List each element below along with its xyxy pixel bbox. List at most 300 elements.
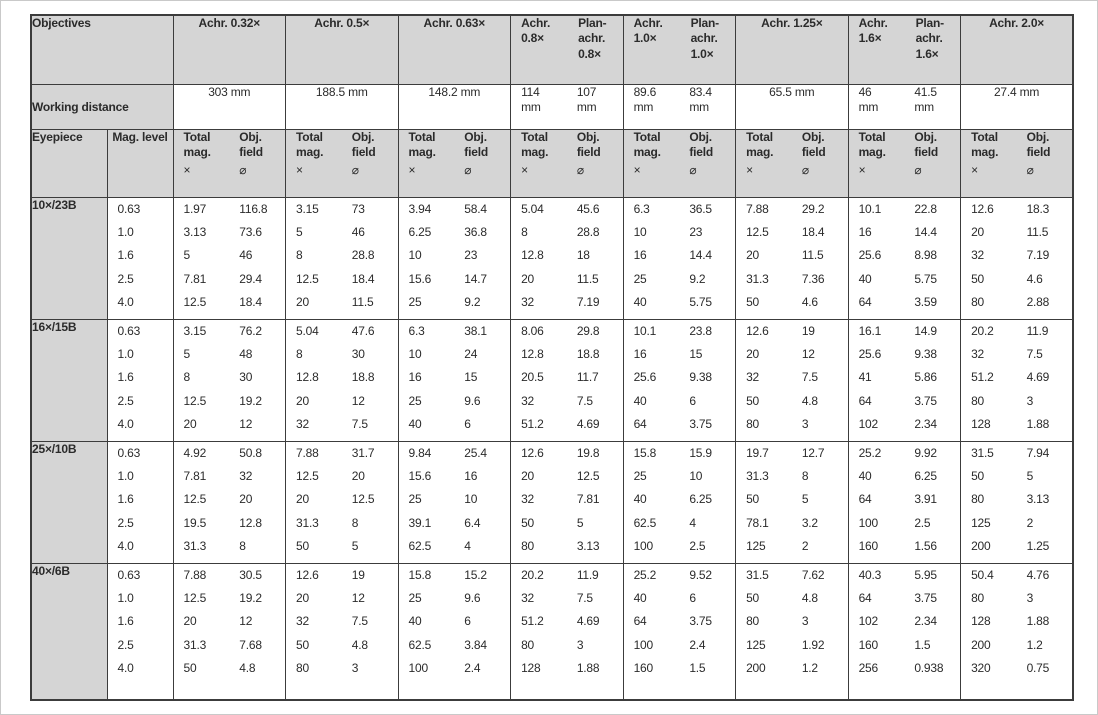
data-line — [961, 320, 1072, 343]
total-mag-value: 41 — [858, 370, 872, 385]
obj-field-value: 1.5 — [914, 637, 931, 652]
total-mag-value: 20.5 — [521, 370, 544, 385]
data-line — [511, 198, 623, 221]
total-mag-value: 15.6 — [408, 468, 432, 483]
data-line — [624, 564, 736, 587]
data-line — [399, 390, 511, 413]
objective-name: Achr. 0.32× — [198, 16, 261, 30]
obj-field-value: 20 — [239, 492, 253, 507]
obj-field-value: 9.6 — [464, 393, 481, 408]
data-line — [511, 320, 623, 343]
obj-field-value: 29.2 — [801, 201, 825, 216]
working-distance-cell — [623, 84, 736, 129]
total-mag-value: 20 — [746, 346, 760, 361]
obj-field-value: 47.6 — [351, 323, 375, 338]
data-line — [174, 291, 286, 314]
total-mag-value: 12.6 — [296, 567, 319, 582]
data-line — [849, 587, 961, 610]
data-line — [174, 413, 286, 436]
data-line — [511, 564, 623, 587]
data-line — [286, 343, 398, 366]
obj-field-value: 6.25 — [689, 492, 712, 507]
data-line — [624, 512, 736, 535]
objective-data-cell — [398, 563, 511, 700]
mag-level-cell — [107, 563, 173, 700]
total-mag-value: 32 — [971, 248, 985, 263]
data-line — [174, 465, 286, 488]
data-line — [736, 413, 848, 436]
total-mag-value: 160 — [633, 661, 653, 676]
total-mag-value: 1.97 — [183, 201, 207, 216]
data-line — [961, 366, 1072, 389]
total-mag-value: 25.6 — [633, 370, 657, 385]
total-mag-value: 20 — [746, 248, 760, 263]
mag-level-value: 2.5 — [117, 515, 134, 530]
total-mag-value: 12.5 — [183, 590, 207, 605]
total-mag-value: 32 — [296, 614, 309, 629]
obj-field-value: 24 — [464, 346, 478, 361]
obj-field-value: 58.4 — [464, 201, 487, 216]
obj-field-value: 5 — [576, 515, 584, 530]
total-mag-value: 40 — [633, 295, 647, 310]
obj-field-value: 31.7 — [351, 445, 375, 460]
obj-field-value: 28.8 — [351, 248, 375, 263]
mag-level-value: 4.0 — [117, 417, 134, 432]
diameter-icon: ⌀ — [801, 163, 809, 178]
total-mag-value: 200 — [971, 539, 991, 554]
objective-data-cell — [511, 441, 624, 563]
total-mag-value: 62.5 — [408, 539, 432, 554]
data-line — [511, 291, 623, 314]
total-mag-value: 50 — [521, 515, 535, 530]
total-mag-header: Total mag. × — [408, 129, 436, 178]
data-line — [399, 442, 511, 465]
total-mag-value: 125 — [971, 515, 991, 530]
mag-level-value: 2.5 — [117, 271, 134, 286]
data-line — [736, 610, 848, 633]
obj-field-value: 5 — [1026, 468, 1034, 483]
obj-field-value: 11.5 — [576, 271, 599, 286]
data-line — [399, 564, 511, 587]
data-line — [174, 488, 286, 511]
obj-field-value: 23 — [689, 224, 703, 239]
obj-field-value: 46 — [351, 224, 365, 239]
working-distance-value: 65.5 mm — [769, 84, 815, 99]
obj-field-value: 12.8 — [239, 515, 262, 530]
obj-field-value: 36.8 — [464, 224, 487, 239]
objective-data-cell — [511, 319, 624, 441]
objective-data-cell — [623, 197, 736, 319]
total-mag-value: 64 — [858, 295, 872, 310]
obj-field-value: 12.5 — [576, 468, 600, 483]
working-distance-cell — [286, 84, 399, 129]
diameter-icon: ⌀ — [914, 163, 922, 178]
obj-field-value: 76.2 — [239, 323, 262, 338]
objective-data-cell — [286, 441, 399, 563]
obj-field-value: 14.9 — [914, 323, 937, 338]
total-mag-value: 8 — [296, 248, 303, 263]
obj-field-value: 8 — [801, 468, 809, 483]
objective-header — [173, 15, 286, 84]
data-line — [174, 221, 286, 244]
total-mag-value: 12.6 — [746, 323, 769, 338]
data-line — [511, 366, 623, 389]
objective-name: Achr. 1.25× — [761, 16, 823, 30]
obj-field-value: 6.4 — [464, 515, 481, 530]
obj-field-value: 19.8 — [576, 445, 600, 460]
data-line — [849, 291, 961, 314]
obj-field-value: 1.88 — [1026, 614, 1050, 629]
eyepiece-row — [31, 441, 1073, 563]
objective-name: Achr. 1.0× — [633, 16, 663, 46]
total-mag-value: 31.5 — [971, 445, 994, 460]
total-mag-value: 50 — [746, 590, 760, 605]
total-mag-value: 20 — [183, 417, 197, 432]
data-line — [961, 291, 1072, 314]
objectives-label: Objectives — [31, 15, 173, 84]
obj-field-value: 1.2 — [1026, 637, 1043, 652]
working-distance-cell — [398, 84, 511, 129]
working-distance-cell — [511, 84, 624, 129]
obj-field-value: 10 — [689, 468, 703, 483]
total-mag-value: 25 — [633, 468, 647, 483]
data-line — [174, 366, 286, 389]
obj-field-value: 3.2 — [801, 515, 818, 530]
diameter-icon: ⌀ — [1026, 163, 1034, 178]
obj-field-value: 2 — [801, 539, 809, 554]
total-mag-value: 16 — [633, 248, 647, 263]
objective-data-cell — [286, 197, 399, 319]
obj-field-value: 4.8 — [239, 661, 256, 676]
obj-field-value: 2.34 — [914, 417, 937, 432]
obj-field-header: Obj. field ⌀ — [1017, 130, 1073, 179]
obj-field-value: 3 — [801, 614, 809, 629]
data-line — [511, 657, 623, 680]
objective-data-cell — [173, 563, 286, 700]
total-mag-value: 39.1 — [408, 515, 432, 530]
obj-field-value: 4.69 — [1026, 370, 1050, 385]
total-mag-value: 31.3 — [183, 539, 207, 554]
obj-field-header: Obj. field ⌀ — [229, 130, 285, 179]
obj-field-value: 2.5 — [689, 539, 706, 554]
total-mag-value: 80 — [746, 614, 760, 629]
data-line — [399, 657, 511, 680]
total-mag-header: Total mag. × — [971, 129, 999, 178]
obj-field-value: 15 — [689, 346, 703, 361]
obj-field-value: 11.7 — [576, 370, 599, 385]
data-line — [286, 366, 398, 389]
obj-field-value: 5.75 — [689, 295, 712, 310]
data-line — [849, 610, 961, 633]
obj-field-value: 1.88 — [1026, 417, 1050, 432]
obj-field-value: 18.4 — [239, 295, 262, 310]
working-distance-value: 188.5 mm — [315, 84, 368, 99]
total-mag-value: 31.3 — [746, 468, 769, 483]
obj-field-value: 3.75 — [689, 417, 712, 432]
data-line — [961, 587, 1072, 610]
data-line — [961, 268, 1072, 291]
obj-field-value: 4.8 — [351, 637, 368, 652]
total-mag-value: 40 — [408, 417, 422, 432]
obj-field-value: 6.25 — [914, 468, 937, 483]
obj-field-value: 12.5 — [351, 492, 375, 507]
objective-name: Achr. 2.0× — [989, 16, 1045, 30]
data-line — [624, 634, 736, 657]
objective-data-cell — [848, 319, 961, 441]
data-line — [849, 366, 961, 389]
data-line — [849, 512, 961, 535]
data-line — [736, 442, 848, 465]
data-line — [849, 535, 961, 558]
objective-data-cell — [848, 441, 961, 563]
obj-field-value: 7.19 — [576, 295, 600, 310]
mag-level-value: 0.63 — [117, 567, 141, 582]
eyepiece-row — [31, 197, 1073, 319]
obj-field-value: 7.62 — [801, 567, 825, 582]
data-line — [736, 465, 848, 488]
obj-field-value: 6 — [464, 614, 471, 629]
obj-field-value: 3 — [801, 417, 809, 432]
total-mag-value: 125 — [746, 539, 766, 554]
obj-field-value: 7.5 — [801, 370, 818, 385]
obj-field-value: 19 — [351, 567, 365, 582]
data-line — [174, 564, 286, 587]
working-distance-value: 107 mm — [576, 84, 597, 114]
total-mag-value: 4.92 — [183, 445, 207, 460]
data-line — [399, 198, 511, 221]
subheader-cell — [736, 129, 849, 197]
data-line — [849, 198, 961, 221]
total-mag-value: 102 — [858, 614, 878, 629]
data-line — [736, 634, 848, 657]
subheader-cell — [286, 129, 399, 197]
data-line — [624, 366, 736, 389]
data-line — [624, 198, 736, 221]
obj-field-header: Obj. field ⌀ — [792, 130, 848, 179]
data-line — [174, 343, 286, 366]
data-line — [849, 244, 961, 267]
total-mag-value: 100 — [858, 515, 878, 530]
obj-field-value: 11.5 — [801, 248, 824, 263]
data-line — [286, 465, 398, 488]
obj-field-value: 7.5 — [576, 393, 593, 408]
obj-field-value: 3 — [351, 661, 359, 676]
objective-data-cell — [173, 197, 286, 319]
data-line — [624, 442, 736, 465]
total-mag-value: 9.84 — [408, 445, 432, 460]
data-line — [849, 488, 961, 511]
data-line — [286, 657, 398, 680]
total-mag-value: 16 — [408, 370, 422, 385]
data-line — [961, 413, 1072, 436]
objectives-header-row — [31, 15, 1073, 84]
total-mag-value: 6.3 — [633, 201, 650, 216]
total-mag-value: 40.3 — [858, 567, 882, 582]
obj-field-header: Obj. field ⌀ — [904, 130, 960, 179]
mag-level-value: 1.6 — [117, 492, 134, 507]
obj-field-value: 23.8 — [689, 323, 712, 338]
mag-level-cell — [107, 197, 173, 319]
obj-field-value: 25.4 — [464, 445, 487, 460]
total-mag-value: 25.6 — [858, 248, 882, 263]
data-line — [511, 535, 623, 558]
obj-field-value: 3 — [1026, 590, 1034, 605]
total-mag-value: 50 — [971, 468, 985, 483]
total-mag-value: 3.15 — [183, 323, 207, 338]
total-mag-value: 102 — [858, 417, 878, 432]
objective-data-cell — [623, 441, 736, 563]
obj-field-value: 73.6 — [239, 224, 262, 239]
obj-field-value: 9.52 — [689, 567, 712, 582]
total-mag-value: 6.3 — [408, 323, 425, 338]
total-mag-value: 12.8 — [521, 346, 544, 361]
obj-field-value: 116.8 — [239, 201, 268, 216]
obj-field-value: 7.5 — [351, 614, 368, 629]
obj-field-value: 12.7 — [801, 445, 825, 460]
obj-field-value: 38.1 — [464, 323, 487, 338]
obj-field-value: 1.88 — [576, 661, 600, 676]
obj-field-value: 6 — [689, 393, 696, 408]
objective-name: Achr. 1.6× — [858, 16, 888, 46]
working-distance-row — [31, 84, 1073, 129]
objective-name: Plan-achr. 1.0× — [690, 16, 719, 61]
objective-data-cell — [848, 197, 961, 319]
working-distance-label: Working distance — [31, 84, 173, 129]
data-line — [286, 221, 398, 244]
total-mag-value: 80 — [971, 295, 985, 310]
subheader-cell — [848, 129, 961, 197]
multiply-symbol: × — [296, 163, 303, 178]
total-mag-value: 10.1 — [858, 201, 882, 216]
data-line — [511, 587, 623, 610]
mag-level-value: 1.6 — [117, 614, 134, 629]
data-line — [286, 320, 398, 343]
total-mag-value: 20 — [521, 468, 535, 483]
total-mag-value: 40 — [408, 614, 422, 629]
objective-data-cell — [398, 441, 511, 563]
data-line — [399, 366, 511, 389]
total-mag-value: 100 — [633, 637, 653, 652]
total-mag-value: 15.6 — [408, 271, 432, 286]
obj-field-value: 7.81 — [576, 492, 600, 507]
data-line — [849, 465, 961, 488]
total-mag-value: 7.81 — [183, 468, 207, 483]
obj-field-value: 4.69 — [576, 614, 600, 629]
obj-field-value: 7.68 — [239, 637, 262, 652]
obj-field-value: 5 — [351, 539, 359, 554]
obj-field-value: 10 — [464, 492, 478, 507]
obj-field-value: 2 — [1026, 515, 1034, 530]
obj-field-value: 12 — [239, 614, 253, 629]
data-line — [174, 244, 286, 267]
data-line — [174, 587, 286, 610]
total-mag-value: 200 — [746, 661, 766, 676]
eyepiece-name: 16×/15B — [31, 319, 107, 441]
data-line — [174, 634, 286, 657]
obj-field-value: 48 — [239, 346, 253, 361]
total-mag-value: 15.8 — [408, 567, 432, 582]
obj-field-value: 15.2 — [464, 567, 487, 582]
total-mag-value: 12.5 — [296, 271, 319, 286]
obj-field-value: 7.5 — [1026, 346, 1043, 361]
data-line — [399, 634, 511, 657]
obj-field-value: 8.98 — [914, 248, 937, 263]
objective-data-cell — [398, 197, 511, 319]
obj-field-value: 3.75 — [689, 614, 712, 629]
eyepiece-name: 10×/23B — [31, 197, 107, 319]
obj-field-value: 4.76 — [1026, 567, 1050, 582]
data-line — [849, 320, 961, 343]
total-mag-value: 200 — [971, 637, 991, 652]
mag-level-cell — [107, 441, 173, 563]
obj-field-value: 1.25 — [1026, 539, 1050, 554]
data-line — [849, 657, 961, 680]
data-line — [961, 488, 1072, 511]
total-mag-value: 3.13 — [183, 224, 207, 239]
multiply-symbol: × — [183, 163, 191, 178]
obj-field-value: 29.4 — [239, 271, 262, 286]
data-line — [736, 198, 848, 221]
obj-field-value: 32 — [239, 468, 253, 483]
working-distance-value: 303 mm — [208, 84, 251, 99]
data-line — [286, 488, 398, 511]
total-mag-value: 32 — [521, 590, 535, 605]
obj-field-value: 9.38 — [689, 370, 712, 385]
data-line — [174, 198, 286, 221]
total-mag-value: 8 — [521, 224, 528, 239]
data-line — [511, 343, 623, 366]
objective-header — [961, 15, 1074, 84]
obj-field-value: 4 — [464, 539, 471, 554]
subheader-cell — [511, 129, 624, 197]
data-line — [961, 564, 1072, 587]
data-line — [399, 244, 511, 267]
mag-level-value: 0.63 — [117, 201, 141, 216]
total-mag-value: 320 — [971, 661, 991, 676]
total-mag-value: 5.04 — [296, 323, 319, 338]
data-line — [399, 268, 511, 291]
data-line — [286, 198, 398, 221]
working-distance-value: 89.6 mm — [633, 84, 657, 114]
total-mag-value: 160 — [858, 539, 878, 554]
obj-field-value: 1.5 — [689, 661, 706, 676]
data-line — [961, 657, 1072, 680]
total-mag-value: 5 — [183, 346, 190, 361]
obj-field-value: 1.92 — [801, 637, 825, 652]
data-line — [174, 390, 286, 413]
total-mag-value: 64 — [858, 393, 872, 408]
total-mag-value: 12.5 — [746, 224, 769, 239]
obj-field-value: 29.8 — [576, 323, 600, 338]
data-line — [624, 465, 736, 488]
obj-field-value: 46 — [239, 248, 253, 263]
total-mag-value: 50 — [746, 393, 760, 408]
mag-level-value: 4.0 — [117, 295, 134, 310]
objective-data-cell — [623, 319, 736, 441]
data-line — [174, 442, 286, 465]
subheader-cell — [398, 129, 511, 197]
multiply-symbol: × — [408, 163, 416, 178]
obj-field-value: 2.4 — [464, 661, 481, 676]
obj-field-value: 9.2 — [689, 271, 706, 286]
total-mag-value: 32 — [521, 295, 535, 310]
total-mag-value: 160 — [858, 637, 878, 652]
data-line — [624, 587, 736, 610]
multiply-symbol: × — [746, 163, 753, 178]
data-line — [736, 268, 848, 291]
total-mag-value: 128 — [971, 417, 991, 432]
data-line — [961, 198, 1072, 221]
